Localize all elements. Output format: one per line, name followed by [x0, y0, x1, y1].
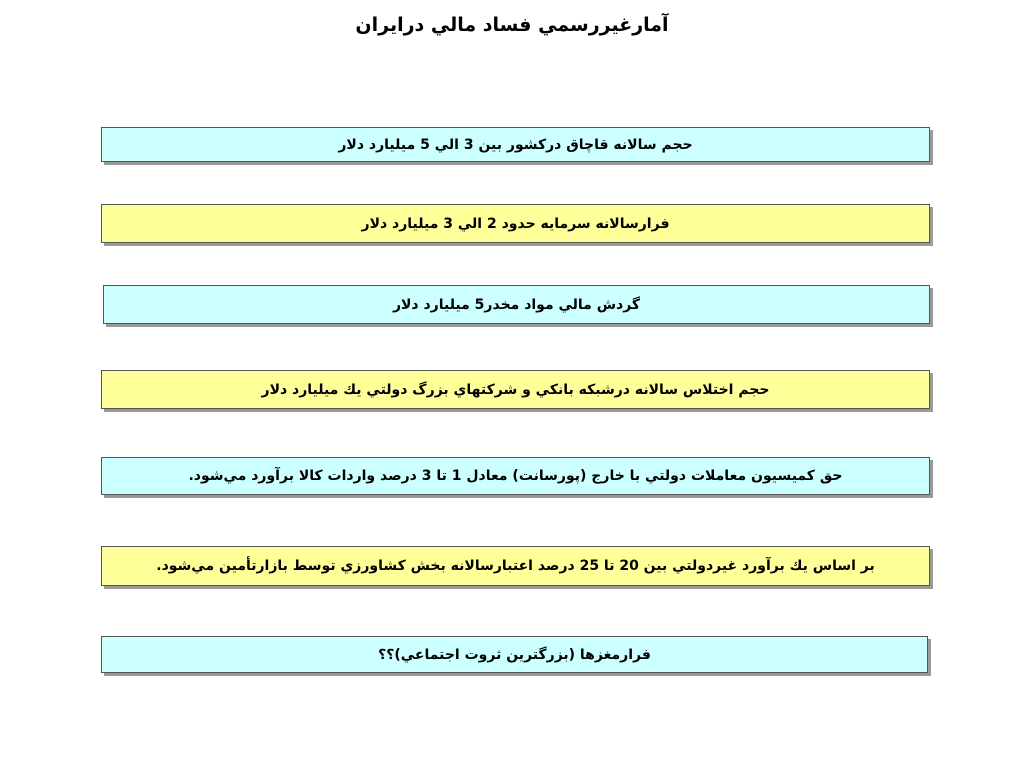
stat-text: حجم سالانه قاچاق دركشور بين 3 الي 5 ميليارد دلار [338, 136, 693, 153]
stat-box-smuggling [101, 127, 930, 162]
stat-text: بر اساس يك برآورد غيردولتي بين 20 تا 25 درصد اعتبارسالانه بخش كشاورزي توسط بازارتأمين مي‌شود. [156, 558, 875, 574]
stat-box-agriculture-credit [101, 546, 930, 586]
stat-box-capital-flight [101, 204, 930, 243]
stat-box-drug-money [103, 285, 930, 324]
stat-text: گردش مالي مواد مخدر5 ميليارد دلار [392, 296, 641, 313]
stat-text: فرارسالانه سرمايه حدود 2 الي 3 ميليارد دلار [361, 215, 670, 232]
stat-text: فرارمغزها (بزرگترين ثروت اجتماعي)؟؟ [378, 646, 651, 663]
slide-title: آمارغيررسمي فساد مالي درايران [355, 14, 669, 36]
stat-box-embezzlement [101, 370, 930, 409]
stat-box-brain-drain [101, 636, 928, 673]
stat-text: حجم اختلاس سالانه درشبكه بانكي و شركتهاي بزرگ دولتي يك ميليارد دلار [261, 381, 770, 398]
stat-box-commission [101, 457, 930, 495]
stat-text: حق كميسيون معاملات دولتي با خارج (پورسانت) معادل 1 تا 3 درصد واردات كالا برآورد مي‌شود. [188, 468, 843, 484]
